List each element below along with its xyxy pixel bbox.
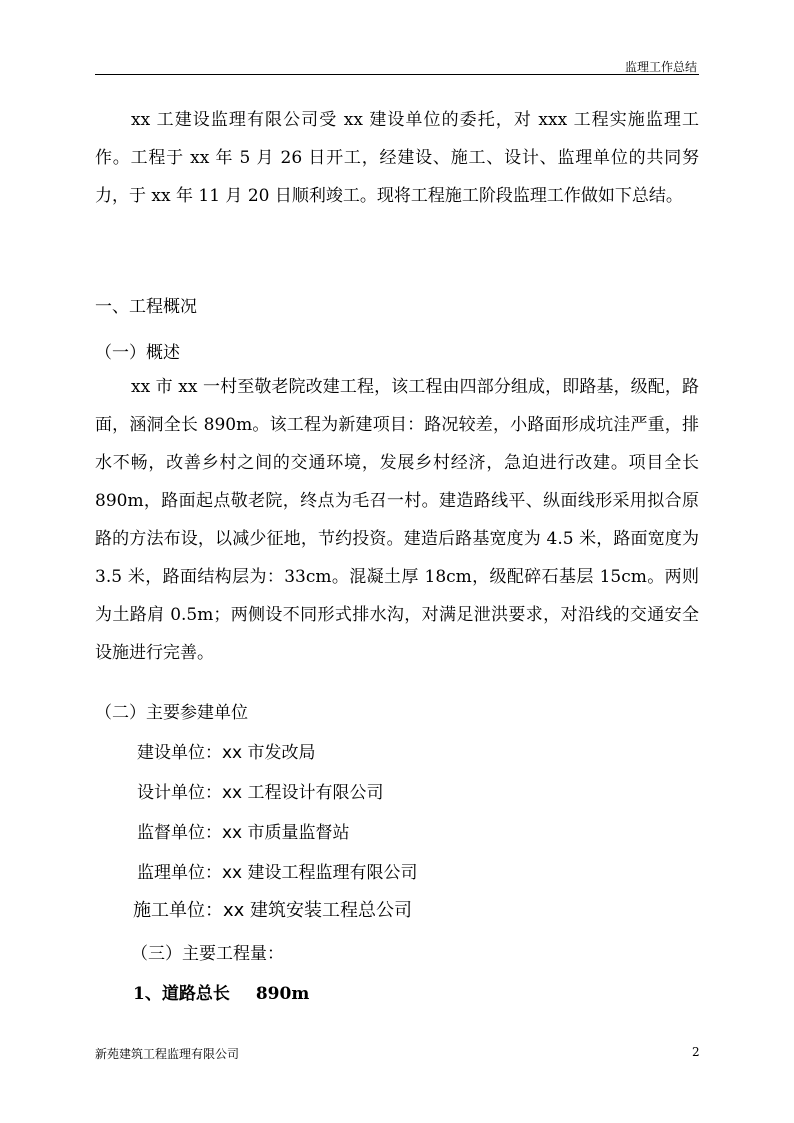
quantity-item: [133, 979, 335, 1004]
quantity-label: 1、道路总长: [133, 984, 230, 1004]
section-heading-overview: 一、工程概况: [95, 297, 197, 317]
intro-paragraph: xx 工建设监理有限公司受 xx 建设单位的委托，对 xxx 工程实施监理工作。工程于 xx 年 5 月 26 日开工，经建设、施工、设计、监理单位的共同努力，于 xx 年 11 月 20 日顺利竣工。现将工程施工阶段监理工作做如下总结。: [95, 110, 699, 206]
subsection-heading-units: （二）主要参建单位: [95, 703, 248, 723]
page-header: [95, 58, 699, 75]
unit-contractor: 施工单位：xx 建筑安装工程总公司: [133, 900, 413, 921]
footer-company: 新苑建筑工程监理有限公司: [95, 1047, 240, 1061]
unit-supervision: 监理单位：xx 建设工程监理有限公司: [137, 863, 418, 883]
summary-paragraph: xx 市 xx 一村至敬老院改建工程，该工程由四部分组成，即路基，级配，路面，涵洞全长 890m。该工程为新建项目：路况较差，小路面形成坑洼严重，排水不畅，改善乡村之间的交通环境，发展乡村经济，急迫进行改建。项目全长 890m，路面起点敬老院，终点为毛召一村。建造路线平、纵面线形采用拟合原路的方法布设，以减少征地，节约投资。建造后路基宽度为 4.5 米，路面宽度为 3.5 米，路面结构层为：33cm。混凝土厚 18cm，级配碎石基层 15cm。两则为土路肩 0.5m；两侧设不同形式排水沟，对满足泄洪要求，对沿线的交通安全设施进行完善。: [95, 377, 699, 663]
unit-construction: 建设单位：xx 市发改局: [137, 743, 316, 763]
unit-supervision-quality: 监督单位：xx 市质量监督站: [137, 823, 350, 843]
header-title: 监理工作总结: [624, 60, 697, 74]
quantity-value: 890m: [255, 984, 310, 1004]
subsection-heading-quantities: （三）主要工程量：: [131, 944, 284, 964]
subsection-heading-summary: （一）概述: [95, 343, 180, 363]
unit-design: 设计单位：xx 工程设计有限公司: [137, 783, 384, 803]
footer-page-number: 2: [692, 1045, 700, 1059]
